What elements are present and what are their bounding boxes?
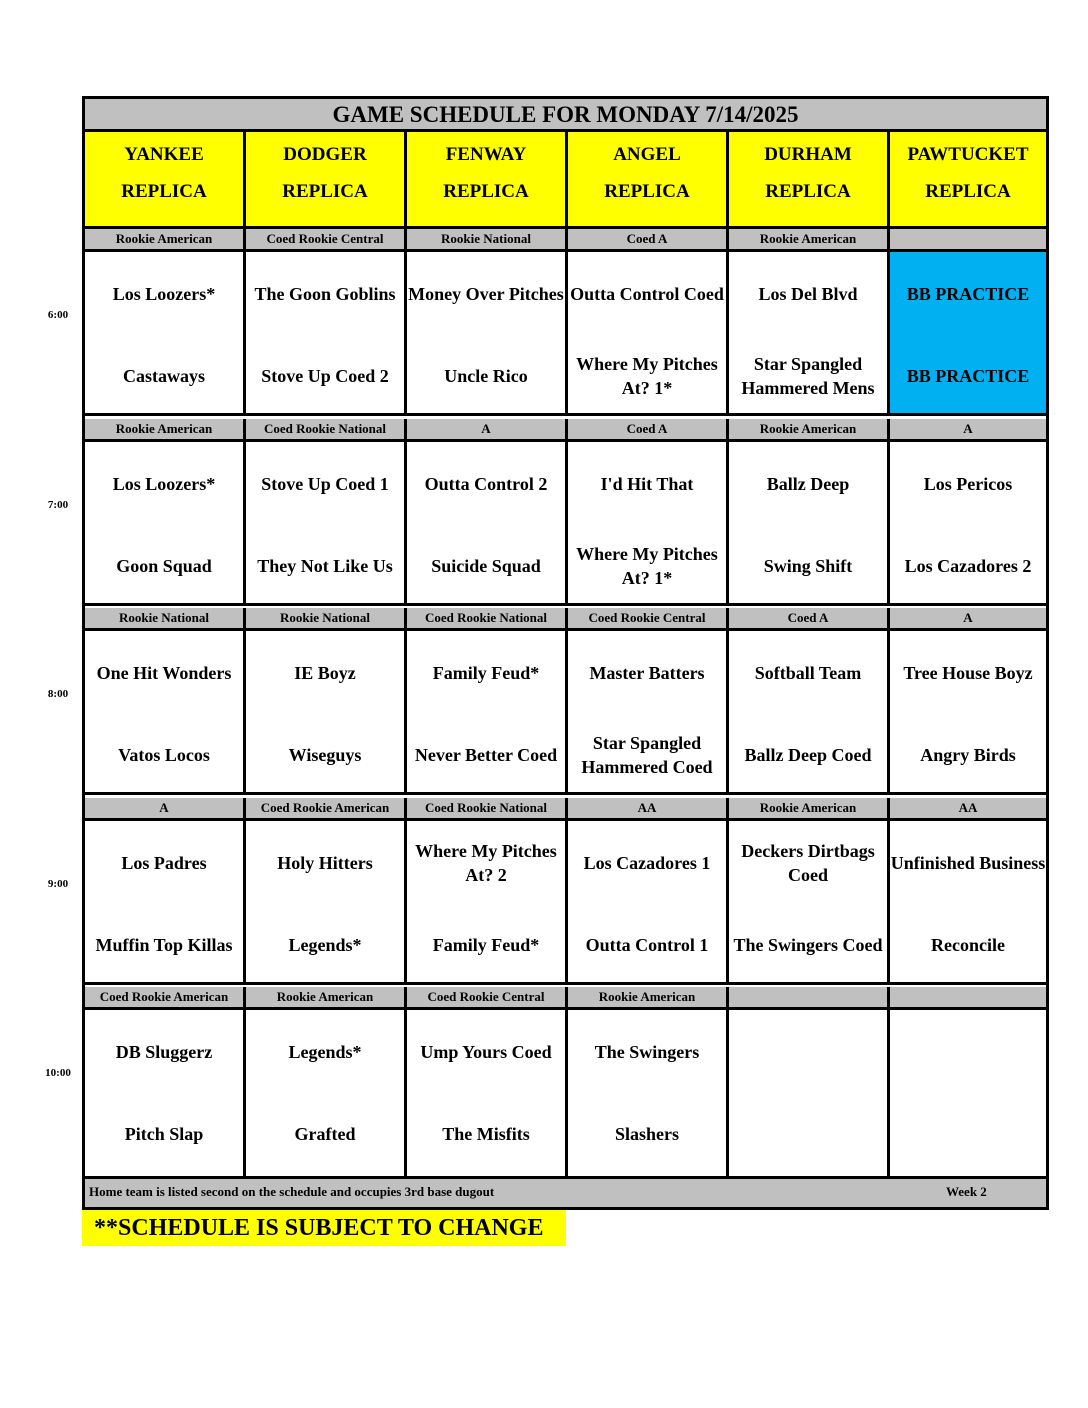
division-label xyxy=(890,987,1046,1010)
game-cell xyxy=(407,252,568,416)
division-label: A xyxy=(407,419,568,442)
home-team: Castaways xyxy=(122,366,205,386)
home-team: Never Better Coed xyxy=(414,745,558,765)
home-team: Wiseguys xyxy=(288,745,362,765)
division-label: Coed Rookie National xyxy=(246,419,407,442)
away-team: Ump Yours Coed xyxy=(420,1042,552,1062)
division-label: AA xyxy=(890,798,1046,821)
division-label: Rookie American xyxy=(246,987,407,1010)
game-cell xyxy=(407,631,568,795)
away-team: Los Del Blvd xyxy=(758,284,858,304)
division-label: Rookie American xyxy=(85,229,246,252)
game-cell xyxy=(246,631,407,795)
division-label: Rookie American xyxy=(568,987,729,1010)
field-subtitle: REPLICA xyxy=(282,181,368,202)
schedule-title: GAME SCHEDULE FOR MONDAY 7/14/2025 xyxy=(85,99,1046,132)
field-name: FENWAY xyxy=(445,144,527,165)
away-team: BB PRACTICE xyxy=(906,284,1030,304)
home-team: Uncle Rico xyxy=(444,366,528,386)
game-cell xyxy=(85,252,246,416)
game-cell xyxy=(890,252,1046,416)
field-name: PAWTUCKET xyxy=(907,144,1029,165)
game-cell xyxy=(568,442,729,606)
away-team: Outta Control Coed xyxy=(570,284,724,304)
division-label: Coed Rookie Central xyxy=(568,608,729,631)
game-cell xyxy=(729,821,890,985)
week-label: Week 2 xyxy=(946,1184,987,1199)
field-header-durham xyxy=(729,132,890,229)
home-team: The Misfits xyxy=(442,1124,530,1144)
away-team: Outta Control 2 xyxy=(424,474,548,494)
time-slot-label: 9:00 xyxy=(47,878,69,890)
field-name: YANKEE xyxy=(124,144,204,165)
time-slot-label: 8:00 xyxy=(47,688,69,700)
time-slot-label: 6:00 xyxy=(47,309,69,321)
game-cell xyxy=(85,821,246,985)
field-subtitle: REPLICA xyxy=(121,181,207,202)
game-cell xyxy=(890,1010,1046,1179)
away-team: Deckers Dirtbags Coed xyxy=(741,841,875,885)
home-team xyxy=(890,1106,1046,1162)
away-team: Legends* xyxy=(288,1042,362,1062)
game-cell xyxy=(246,1010,407,1179)
away-team: DB Sluggerz xyxy=(115,1042,213,1062)
away-team: Holy Hitters xyxy=(277,853,373,873)
game-cell xyxy=(85,631,246,795)
game-cell xyxy=(568,1010,729,1179)
game-cell xyxy=(407,442,568,606)
home-team: Where My Pitches At? 1* xyxy=(576,354,718,398)
division-label: A xyxy=(85,798,246,821)
home-team-note: Home team is listed second on the schedule and occupies 3rd base dugout xyxy=(89,1184,495,1199)
away-team: IE Boyz xyxy=(294,663,356,683)
home-team: Stove Up Coed 2 xyxy=(261,366,389,386)
home-team: Vatos Locos xyxy=(118,745,210,765)
game-cell xyxy=(246,252,407,416)
field-subtitle: REPLICA xyxy=(604,181,690,202)
home-team: Muffin Top Killas xyxy=(95,935,233,955)
field-subtitle: REPLICA xyxy=(925,181,1011,202)
field-header-dodger xyxy=(246,132,407,229)
game-cell xyxy=(729,631,890,795)
away-team: Los Loozers* xyxy=(112,474,216,494)
schedule-footer xyxy=(85,1179,1046,1207)
field-subtitle: REPLICA xyxy=(765,181,851,202)
division-label: Coed Rookie National xyxy=(407,608,568,631)
away-team: Tree House Boyz xyxy=(903,663,1033,683)
field-subtitle: REPLICA xyxy=(443,181,529,202)
away-team: Softball Team xyxy=(754,663,862,683)
division-label: A xyxy=(890,608,1046,631)
division-label: Coed A xyxy=(568,419,729,442)
division-label: Coed Rookie Central xyxy=(246,229,407,252)
home-team: Pitch Slap xyxy=(124,1124,204,1144)
division-label: Rookie National xyxy=(246,608,407,631)
time-slot-label: 10:00 xyxy=(45,1067,71,1079)
away-team: Stove Up Coed 1 xyxy=(261,474,389,494)
division-label: Coed A xyxy=(729,608,890,631)
game-cell xyxy=(729,252,890,416)
home-team: Slashers xyxy=(614,1124,679,1144)
division-label: AA xyxy=(568,798,729,821)
game-cell xyxy=(890,631,1046,795)
division-label xyxy=(729,987,890,1010)
home-team: Legends* xyxy=(288,935,362,955)
game-cell xyxy=(729,1010,890,1179)
game-cell xyxy=(246,442,407,606)
away-team: Where My Pitches At? 2 xyxy=(415,841,557,885)
division-label: Coed Rookie National xyxy=(407,798,568,821)
division-label xyxy=(890,229,1046,252)
division-label: Rookie American xyxy=(729,229,890,252)
field-header-angel xyxy=(568,132,729,229)
game-cell xyxy=(85,442,246,606)
away-team xyxy=(890,1024,1046,1080)
division-label: A xyxy=(890,419,1046,442)
division-label: Rookie American xyxy=(85,419,246,442)
home-team: Swing Shift xyxy=(763,556,853,576)
away-team: One Hit Wonders xyxy=(96,663,232,683)
home-team: Suicide Squad xyxy=(431,556,541,576)
home-team: Angry Birds xyxy=(920,745,1016,765)
schedule-table xyxy=(82,96,1049,1210)
home-team: The Swingers Coed xyxy=(733,935,883,955)
home-team: Outta Control 1 xyxy=(585,935,709,955)
game-cell xyxy=(407,821,568,985)
home-team: Star Spangled Hammered Mens xyxy=(741,354,875,398)
division-label: Rookie American xyxy=(729,419,890,442)
away-team: Family Feud* xyxy=(432,663,540,683)
home-team: Los Cazadores 2 xyxy=(904,556,1032,576)
game-cell xyxy=(890,821,1046,985)
division-label: Coed Rookie American xyxy=(246,798,407,821)
game-cell xyxy=(568,631,729,795)
division-label: Coed A xyxy=(568,229,729,252)
away-team: The Swingers xyxy=(594,1042,700,1062)
field-header-fenway xyxy=(407,132,568,229)
home-team: Family Feud* xyxy=(432,935,540,955)
division-label: Coed Rookie Central xyxy=(407,987,568,1010)
field-name: ANGEL xyxy=(613,144,681,165)
home-team: Grafted xyxy=(294,1124,356,1144)
away-team: The Goon Goblins xyxy=(254,284,396,304)
home-team: They Not Like Us xyxy=(257,556,393,576)
division-label: Rookie American xyxy=(729,798,890,821)
away-team: Master Batters xyxy=(589,663,705,683)
game-cell xyxy=(729,442,890,606)
field-name: DURHAM xyxy=(764,144,852,165)
away-team: I'd Hit That xyxy=(600,474,694,494)
away-team: Ballz Deep xyxy=(766,474,850,494)
game-cell xyxy=(568,821,729,985)
game-cell xyxy=(890,442,1046,606)
game-cell xyxy=(407,1010,568,1179)
away-team xyxy=(729,1024,887,1080)
game-cell xyxy=(85,1010,246,1179)
division-label: Rookie National xyxy=(407,229,568,252)
game-cell xyxy=(246,821,407,985)
game-cell xyxy=(568,252,729,416)
time-slot-label: 7:00 xyxy=(47,499,69,511)
field-header-yankee xyxy=(85,132,246,229)
field-name: DODGER xyxy=(283,144,367,165)
home-team: Ballz Deep Coed xyxy=(744,745,872,765)
home-team: Where My Pitches At? 1* xyxy=(576,544,718,588)
home-team xyxy=(729,1106,887,1162)
field-header-pawtucket xyxy=(890,132,1046,229)
away-team: Los Pericos xyxy=(923,474,1013,494)
schedule-change-banner: **SCHEDULE IS SUBJECT TO CHANGE xyxy=(82,1210,566,1246)
home-team: Goon Squad xyxy=(116,556,212,576)
away-team: Money Over Pitches xyxy=(408,284,564,304)
home-team: BB PRACTICE xyxy=(906,366,1030,386)
home-team: Reconcile xyxy=(931,935,1005,955)
away-team: Los Cazadores 1 xyxy=(583,853,711,873)
division-label: Coed Rookie American xyxy=(85,987,246,1010)
division-label: Rookie National xyxy=(85,608,246,631)
away-team: Los Loozers* xyxy=(112,284,216,304)
home-team: Star Spangled Hammered Coed xyxy=(581,733,713,777)
away-team: Los Padres xyxy=(121,853,207,873)
away-team: Unfinished Business xyxy=(890,853,1046,873)
